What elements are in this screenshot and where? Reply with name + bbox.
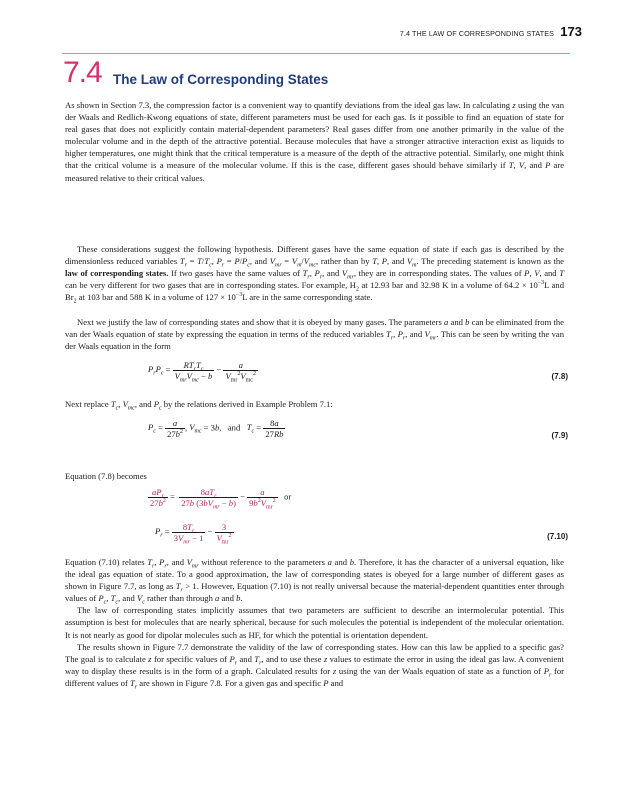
or-word: or [284, 491, 292, 502]
section-number: 7.4 [63, 56, 102, 89]
equation-number-7-10: (7.10) [547, 532, 568, 541]
and-word: and [227, 422, 241, 433]
equation-becomes-label: Equation (7.8) becomes [65, 471, 147, 481]
running-head: 7.4 THE LAW OF CORRESPONDING STATES [399, 29, 554, 38]
paragraph-universal: Equation (7.10) relates $T_r$, $P_r$, and $V_{mr}$ without reference to the parameters a and b. Therefore, it has the character of a universal equation, like the ideal gas equation of state. To a good approximation, the law of corresponding states is obeyed for a large number of different gases as shown in Figure 7.7, as long as $T_r > 1$. However, Equation (7.10) is not really universal because the material-dependent quantities enter through values of $P_c$, $T_c$, and $V_c$ rather than through a and b. The law of corresponding states implicitly assumes that two parameters are sufficient to describe an intermolecular potential. This assumption is best for molecules that are nearly spherical, because for such molecules the potential is independent of the molecular orientation. It is not nearly as good for dipolar molecules such as HF, for which the potential is orientation dependent. The results shown in Figure 7.7 demonstrate the validity of the law of corresponding states. How can this law be applied to a specific gas? The goal is to calculate z for specific values of $P_r$ and $T_r$, and to use these z values to estimate the error in using the ideal gas law. A convenient way to display these results is in the form of a graph. Calculated results for z using the van der Waals equation of state as a function of $P_r$ for different values of $T_r$ are shown in Figure 7.8. For a given gas and specific P and [65, 557, 564, 691]
paragraph-intro: As shown in Section 7.3, the compression factor is a convenient way to quantify deviations from the ideal gas law. In calculating z using the van der Waals and Redlich-Kwong equations of state, different parameters must be used for each gas. Is it possible to find an equation of state for real gases that does not explicitly contain material-dependent parameters? Real gases differ from one another primarily in the value of the molecular volume and in the depth of the attractive potential. Because molecules that have a stronger attractive interaction exist as liquids to higher temperatures, one might think that the critical temperature is a measure of the depth of the attractive potential. Similarly, one might think that the critical volume is a measure of the molecular volume. If this is the case, different gases should behave similarly if T, V, and P are measured relative to their critical values. [65, 100, 565, 183]
section-title: The Law of Corresponding States [113, 72, 329, 87]
paragraph-justify: Next we justify the law of corresponding states and show that it is obeyed by many gases. The parameters a and b can be eliminated from the van der Waals equation of state by expressing the equation in terms of the reduced variables $T_r$, $P_r$, and $V_{mr}$. This can be seen by writing the van der Waals equation in the form [65, 317, 565, 352]
equation-7-10-second: $P_r$ = $\frac{8T_r}{3V_{mr} - 1}$ − $\frac{3}{V_{mr}^2}$ [155, 522, 232, 546]
page-number: 173 [560, 24, 582, 39]
header-rule [62, 53, 570, 54]
paragraph-replace: Next replace $T_c$, $V_{mc}$, and $P_c$ by the relations derived in Example Problem 7.1: [65, 399, 333, 412]
equation-7-9: $P_c$ = $\frac{a}{27b^2}$ , $V_{mc} = 3b$, and $T_c$ = $\frac{8a}{27Rb}$ [148, 418, 284, 439]
paragraph-hypothesis: These considerations suggest the following hypothesis. Different gases have the same equation of state if each gas is described by the dimensionless reduced variables $T_r = T/T_c$, $P_r = P/P_c$, and $V_{mr} = V_m/V_{mc}$, rather than by T, P, and $V_m$. The preceding statement is known as the law of corresponding states. If two gases have the same values of $T_r$, $P_r$, and $V_{mr}$, they are in corresponding states. The values of P, V, and T can be very different for two gases that are in corresponding states. For example, $H_2$ at 12.93 bar and 32.98 K in a volume of $64.2 \times 10^{-3}L$ and $Br_2$ at 103 bar and 588 K in a volume of $127 \times 10^{-3}L$ are in the same corresponding state. [65, 244, 564, 306]
equation-number-7-8: (7.8) [551, 372, 568, 381]
equation-number-7-9: (7.9) [551, 431, 568, 440]
equation-7-8: $P_rP_c$ = $\frac{RT_rT_c}{V_{mr}V_{mc} - b}$ − $\frac{a}{V_{mr}^2V_{mc}^2}$ [148, 360, 256, 384]
next-replace-label: Next replace [65, 399, 109, 409]
page-header [0, 0, 626, 48]
equation-7-10-first: $\frac{aP_r}{27b^2}$ = $\frac{8aT_r}{27b (3bV_{mr} - b)}$ − $\frac{a}{9b^2V_{mr}^2}$ or [150, 487, 292, 511]
